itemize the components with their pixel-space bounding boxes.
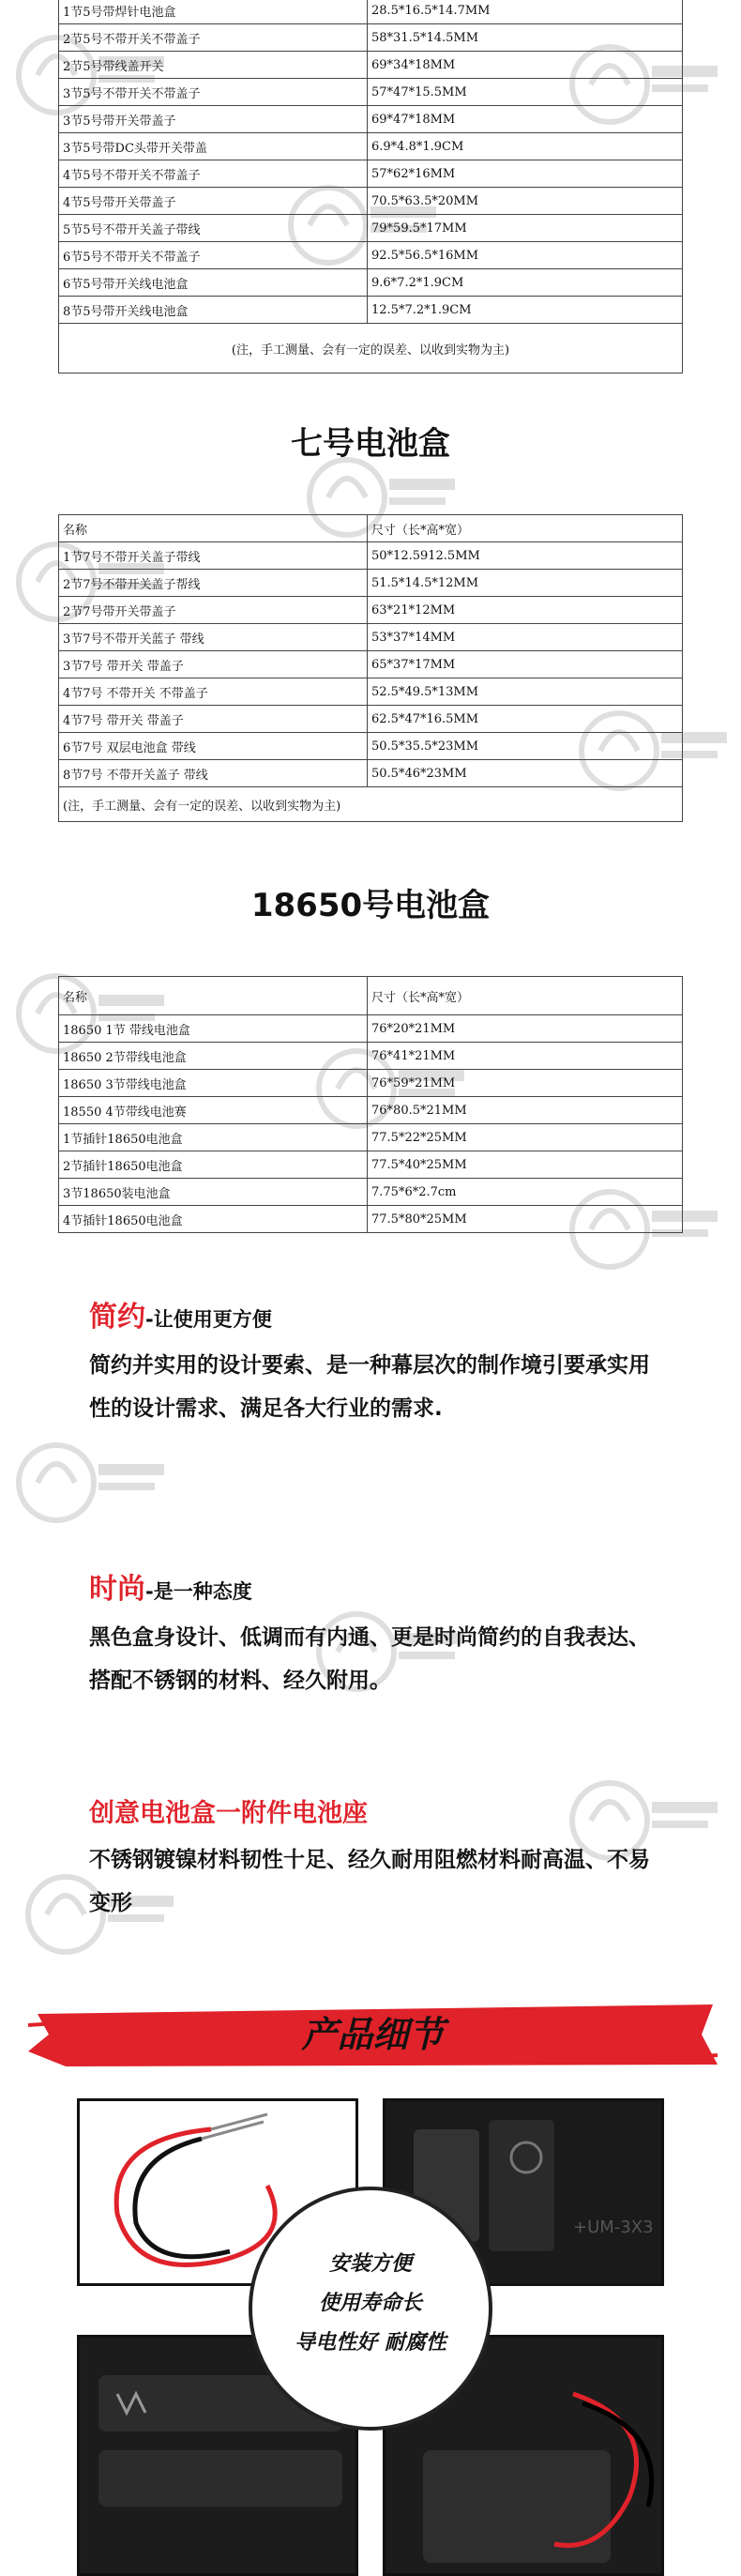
feature-badge: 安装方便 使用寿命长 导电性好 耐腐性 xyxy=(249,2187,492,2431)
feature-fashion xyxy=(89,1565,671,1702)
svg-text:+UM-3X3: +UM-3X3 xyxy=(573,2218,654,2237)
table-aa-battery xyxy=(58,0,683,373)
feature-text: 黑色盒身设计、低调而有内通、更是时尚简约的自我表达、搭配不锈钢的材料、经久附用。 xyxy=(89,1625,650,1693)
table-row: 18650 2节带线电池盒 76*41*21MM xyxy=(59,1043,683,1070)
table-row: 18550 4节带线电池赛 76*80.5*21MM xyxy=(59,1097,683,1124)
feature-heading: 创意电池盒一附件电池座 xyxy=(89,1799,368,1828)
feature-heading: 时尚-是一种态度 xyxy=(89,1573,252,1606)
table-aaa-battery xyxy=(58,514,683,822)
table-row: 18650 1节 带线电池盒 76*20*21MM xyxy=(59,1015,683,1043)
section-title-18650: 18650号电池盒 xyxy=(250,887,491,924)
table-row: 2节7号带开关带盖子 63*21*12MM xyxy=(59,597,683,624)
table-row: 3节7号 带开关 带盖子 65*37*17MM xyxy=(59,651,683,678)
table-row: 2节5号带线盖开关 69*34*18MM xyxy=(59,52,683,79)
feature-text: 不锈钢镀镍材料韧性十足、经久耐用阻燃材料耐高温、不易变形 xyxy=(89,1848,650,1915)
product-detail-banner xyxy=(28,1997,718,2072)
feature-heading: 简约-让使用更方便 xyxy=(89,1301,272,1334)
table-note-row: (注，手工测量、会有一定的误差、以收到实物为主) xyxy=(59,787,683,822)
banner-title: 产品细节 xyxy=(301,2014,445,2055)
table-row: 1节插针18650电池盒 77.5*22*25MM xyxy=(59,1124,683,1151)
table-row: 3节5号带开关带盖子 69*47*18MM xyxy=(59,106,683,133)
table-row: 3节7号不带开关蓝子 带线 53*37*14MM xyxy=(59,624,683,651)
feature-text: 简约并实用的设计要索、是一种幕层次的制作境引要承实用性的设计需求、满足各大行业的需求. xyxy=(89,1353,650,1421)
table-row: 2节5号不带开关不带盖子 58*31.5*14.5MM xyxy=(59,24,683,52)
table-18650-battery xyxy=(58,976,683,1233)
feature-creative xyxy=(89,1792,671,1925)
table-row: 4节5号不带开关不带盖子 57*62*16MM xyxy=(59,160,683,188)
table-row: 6节5号不带开关不带盖子 92.5*56.5*16MM xyxy=(59,242,683,269)
table-row: 6节7号 双层电池盒 带线 50.5*35.5*23MM xyxy=(59,733,683,760)
table-row: 18650 3节带线电池盒 76*59*21MM xyxy=(59,1070,683,1097)
table-row: 4节7号 带开关 带盖子 62.5*47*16.5MM xyxy=(59,706,683,733)
table-row: 4节5号带开关带盖子 70.5*63.5*20MM xyxy=(59,188,683,215)
table-row: 3节5号带DC头带开关带盖 6.9*4.8*1.9CM xyxy=(59,133,683,160)
table-row: 4节插针18650电池盒 77.5*80*25MM xyxy=(59,1206,683,1233)
table-row: 2节7号不带开关盖子帮线 51.5*14.5*12MM xyxy=(59,570,683,597)
feature-simple xyxy=(89,1293,671,1430)
table-note-row: (注，手工测量、会有一定的误差、以收到实物为主) xyxy=(59,324,683,373)
table-row: 6节5号带开关线电池盒 9.6*7.2*1.9CM xyxy=(59,269,683,297)
table-row: 1节7号不带开关盖子带线 50*12.5912.5MM xyxy=(59,542,683,570)
table-row: 8节5号带开关线电池盒 12.5*7.2*1.9CM xyxy=(59,297,683,324)
table-row: 5节5号不带开关盖子带线 79*59.5*17MM xyxy=(59,215,683,242)
table-row: 2节插针18650电池盒 77.5*40*25MM xyxy=(59,1151,683,1179)
table-row: 8节7号 不带开关盖子 带线 50.5*46*23MM xyxy=(59,760,683,787)
table-header-row: 名称 尺寸（长*高*宽） xyxy=(59,515,683,542)
section-title-aaa: 七号电池盒 xyxy=(291,425,450,463)
table-row: 4节7号 不带开关 不带盖子 52.5*49.5*13MM xyxy=(59,678,683,706)
table-row: 3节5号不带开关不带盖子 57*47*15.5MM xyxy=(59,79,683,106)
watermark-logo xyxy=(9,1426,169,1539)
table-row: 1节5号带焊针电池盒 28.5*16.5*14.7MM xyxy=(59,0,683,24)
table-row: 3节18650装电池盒 7.75*6*2.7cm xyxy=(59,1179,683,1206)
table-header-row: 名称 尺寸（长*高*宽） xyxy=(59,977,683,1015)
